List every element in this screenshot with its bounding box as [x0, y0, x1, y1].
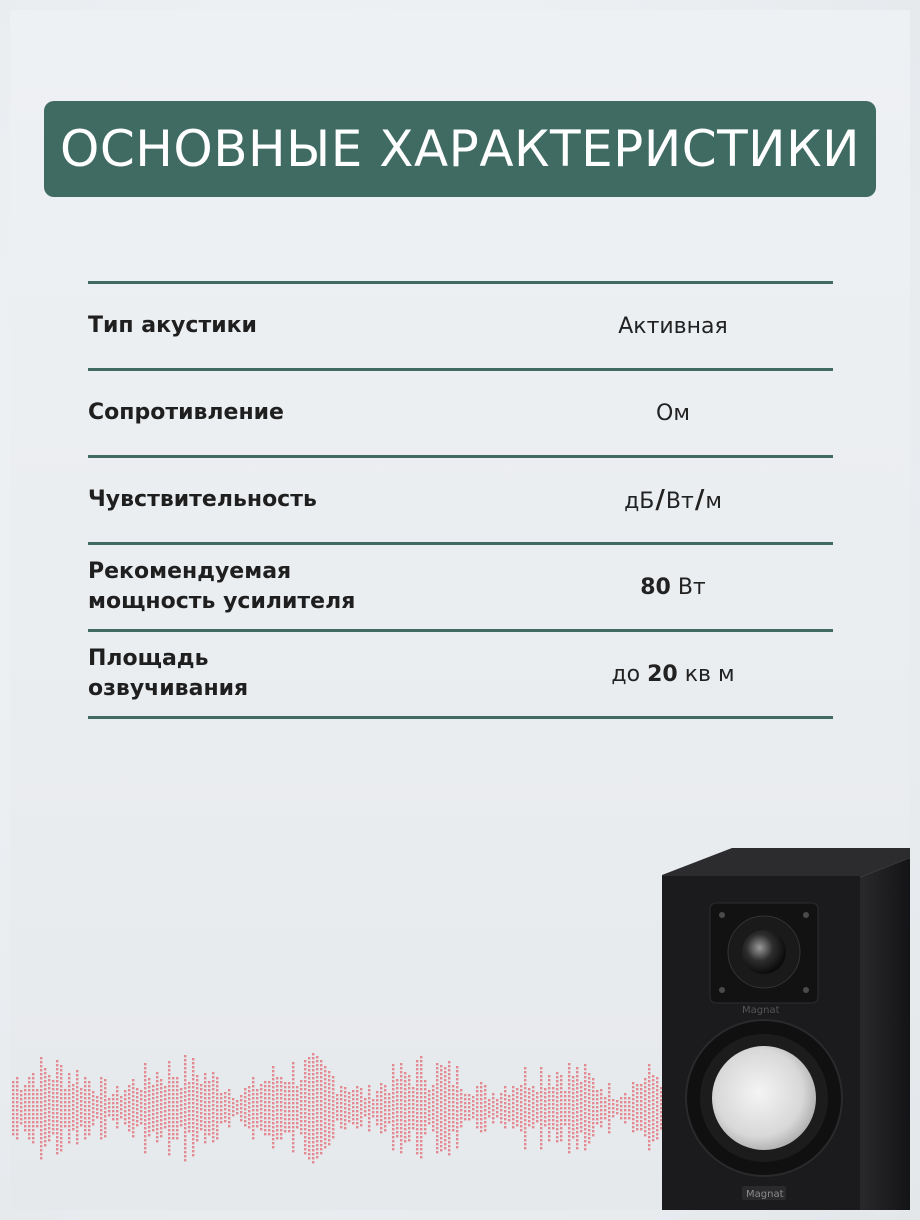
spec-label: Чувствительность — [88, 487, 317, 512]
speaker-side — [858, 858, 910, 1210]
unit-m: м — [705, 489, 722, 514]
spec-value: Ом — [656, 400, 690, 426]
unit-db: дБ — [624, 489, 655, 514]
screw-icon — [803, 987, 809, 993]
speaker-brand-label: Magnat — [742, 1005, 780, 1016]
unit-w: Вт — [665, 489, 694, 514]
spec-label-line: мощность усилителя — [88, 589, 356, 614]
spec-value-prefix: до — [611, 661, 641, 687]
spec-label-line: Рекомендуемая — [88, 559, 292, 584]
tweeter-dome — [742, 930, 786, 974]
speaker-brand-label: Magnat — [746, 1189, 784, 1200]
unit-separator: / — [694, 485, 705, 515]
screw-icon — [719, 912, 725, 918]
spec-value-number: 20 — [647, 661, 678, 687]
unit-separator: / — [655, 485, 665, 515]
spec-label: Тип акустики — [88, 313, 257, 338]
spec-label: Сопротивление — [88, 400, 284, 425]
spec-value-unit: кв м — [684, 661, 735, 687]
spec-label-line: Площадь — [88, 646, 209, 671]
page-title: ОСНОВНЫЕ ХАРАКТЕРИСТИКИ — [60, 120, 860, 178]
screw-icon — [719, 987, 725, 993]
spec-value-number: 80 — [640, 574, 671, 600]
spec-value-unit: Вт — [677, 574, 706, 600]
woofer-cone — [712, 1046, 816, 1150]
spec-value: Активная — [618, 313, 728, 339]
screw-icon — [803, 912, 809, 918]
spec-label-line: озвучивания — [88, 676, 249, 701]
